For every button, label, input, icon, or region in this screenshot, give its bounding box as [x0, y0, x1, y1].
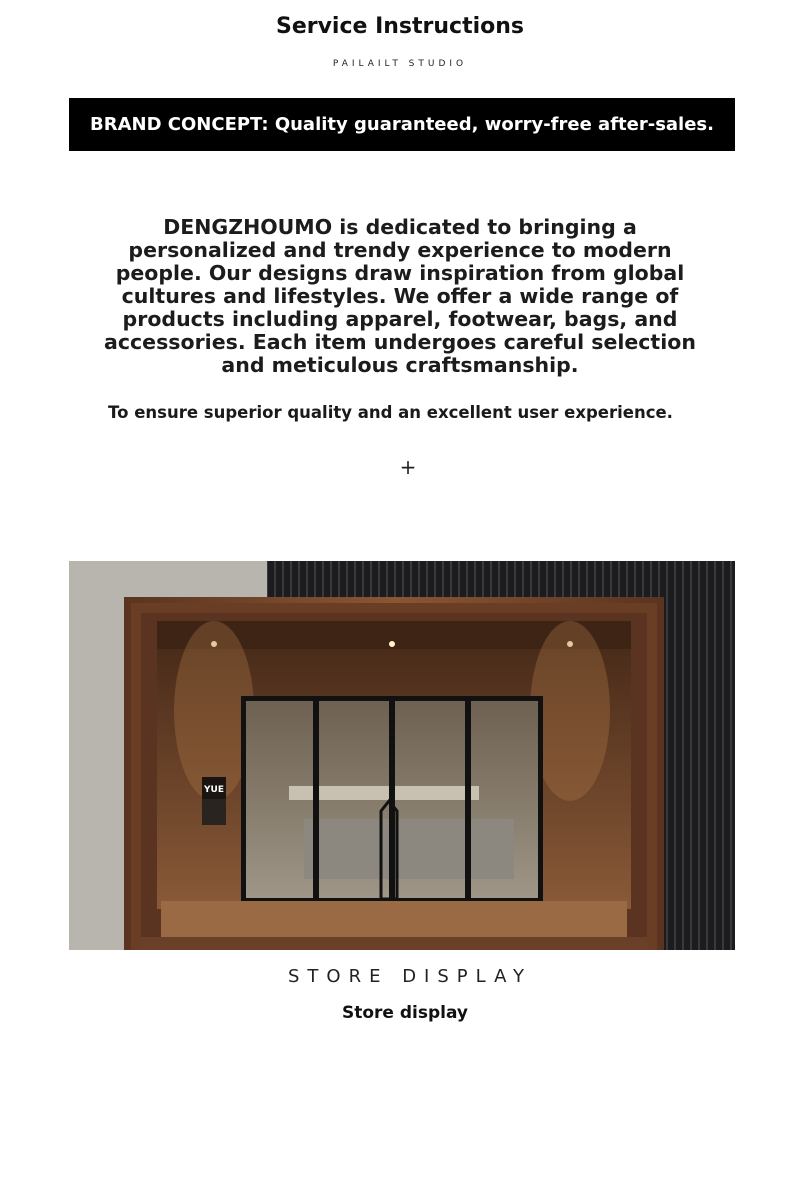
store-sign-text: YUE [204, 785, 224, 795]
page-title: Service Instructions [275, 14, 525, 39]
expand-plus-icon[interactable]: + [399, 455, 417, 479]
brand-concept-text: BRAND CONCEPT: Quality guaranteed, worry-free after-sales. [90, 114, 714, 135]
brand-concept-banner [69, 98, 735, 151]
quality-statement: To ensure superior quality and an excellent user experience. [108, 403, 673, 422]
store-display-caption: Store display [341, 1003, 469, 1023]
intro-paragraph: DENGZHOUMO is dedicated to bringing a personalized and trendy experience to modern people. Our designs draw inspiration from global cultures and lifestyles. We offer a wide range of products including apparel, footwear, bags, and accessories. Each item undergoes careful selection and meticulous craftsmanship. [104, 215, 696, 377]
store-display-heading: STORE DISPLAY [288, 966, 532, 987]
store-front-photo [69, 561, 735, 950]
studio-subtitle: PAILAILT STUDIO [332, 59, 468, 69]
